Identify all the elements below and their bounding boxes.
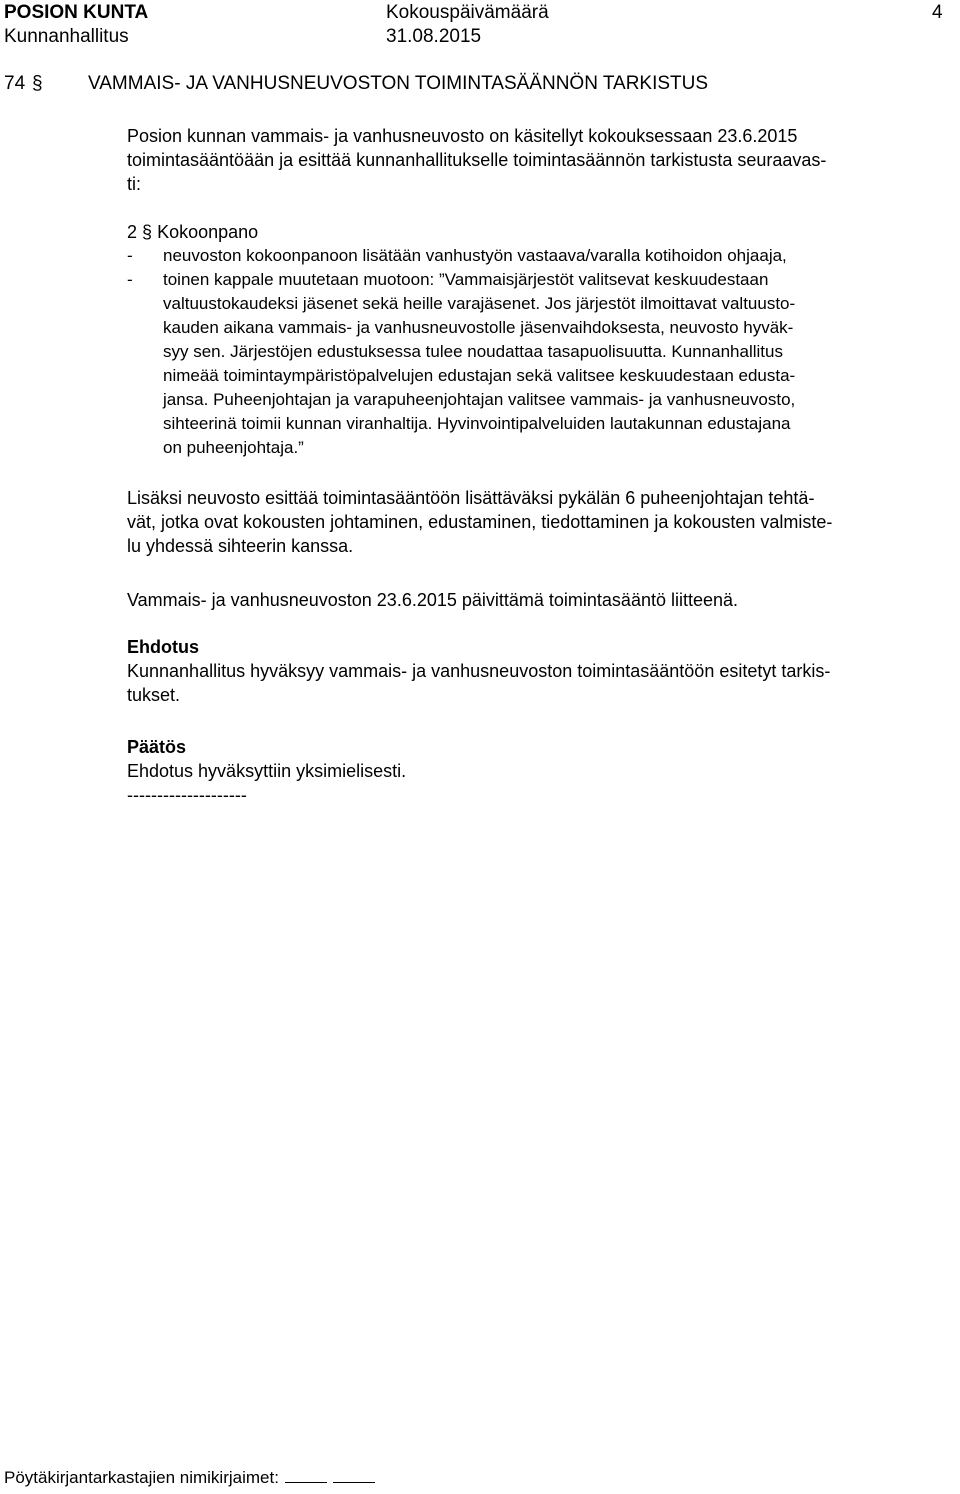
- list-item-line: sihteerinä toimii kunnan viranhaltija. Hyvinvointipalveluiden lautakunnan edustajana: [163, 414, 791, 433]
- list-item-line: syy sen. Järjestöjen edustuksessa tulee noudattaa tasapuolisuutta. Kunnanhallitus: [163, 342, 783, 361]
- proposal-block: [127, 635, 955, 707]
- list-item: [127, 268, 957, 460]
- list-item-line: toinen kappale muutetaan muotoon: ”Vammaisjärjestöt valitsevat keskuudestaan: [163, 270, 769, 289]
- signature-line: [333, 1466, 375, 1483]
- proposal-line: tukset.: [127, 685, 181, 705]
- list-item-line: nimeää toimintaympäristöpalvelujen edustajan sekä valitsee keskuudestaan edusta-: [163, 366, 796, 385]
- attachment-text: Vammais- ja vanhusneuvoston 23.6.2015 päivittämä toimintasääntö liitteenä.: [127, 590, 739, 610]
- section-sign: §: [32, 73, 43, 94]
- clause-number: 2: [127, 222, 138, 242]
- header-page-number: 4: [932, 2, 943, 23]
- clause-sign: §: [142, 222, 153, 242]
- header-meeting-date: 31.08.2015: [386, 26, 482, 47]
- intro-line: ti:: [127, 174, 142, 194]
- clause-heading: [127, 220, 258, 244]
- list-item-line: on puheenjohtaja.”: [163, 438, 304, 457]
- proposal-heading: Ehdotus: [127, 637, 199, 657]
- intro-paragraph: [127, 124, 955, 196]
- amendment-list: [127, 244, 957, 460]
- footer-initials: [4, 1466, 375, 1489]
- section-number: 74: [4, 73, 26, 94]
- intro-line: Posion kunnan vammais- ja vanhusneuvosto on käsitellyt kokouksessaan 23.6.2015: [127, 126, 798, 146]
- list-item-line: jansa. Puheenjohtajan ja varapuheenjohtajan valitsee vammais- ja vanhusneuvosto,: [163, 390, 796, 409]
- header-body: Kunnanhallitus: [4, 26, 129, 47]
- list-item-line: valtuustokaudeksi jäsenet sekä heille varajäsenet. Jos järjestöt ilmoittavat valtuusto-: [163, 294, 796, 313]
- proposal-line: Kunnanhallitus hyväksyy vammais- ja vanhusneuvoston toimintasääntöön esitetyt tarkis-: [127, 661, 831, 681]
- section-title-text: VAMMAIS- JA VANHUSNEUVOSTON TOIMINTASÄÄNNÖN TARKISTUS: [88, 73, 709, 94]
- attachment-paragraph: [127, 588, 955, 612]
- header-org: POSION KUNTA: [4, 2, 149, 23]
- decision-heading: Päätös: [127, 737, 187, 757]
- signature-line: [285, 1466, 327, 1483]
- list-item-text: neuvoston kokoonpanoon lisätään vanhustyön vastaava/varalla kotihoidon ohjaaja,: [163, 246, 787, 265]
- addition-line: vät, jotka ovat kokousten johtaminen, edustaminen, tiedottaminen ja kokousten valmiste-: [127, 512, 833, 532]
- list-item-text: [163, 268, 957, 460]
- addition-line: lu yhdessä sihteerin kanssa.: [127, 536, 354, 556]
- list-item: [127, 244, 957, 268]
- list-item-line: kauden aikana vammais- ja vanhusneuvostolle jäsenvaihdoksesta, neuvosto hyväk-: [163, 318, 794, 337]
- decision-block: [127, 735, 955, 807]
- header-meeting-date-label: Kokouspäivämäärä: [386, 2, 549, 23]
- list-dash: -: [127, 246, 133, 265]
- intro-line: toimintasääntöään ja esittää kunnanhallitukselle toimintasäännön tarkistusta seuraavas-: [127, 150, 827, 170]
- decision-separator: --------------------: [127, 785, 247, 805]
- addition-paragraph: [127, 486, 955, 558]
- addition-line: Lisäksi neuvosto esittää toimintasääntöön lisättäväksi pykälän 6 puheenjohtajan tehtä-: [127, 488, 815, 508]
- list-dash: -: [127, 270, 133, 289]
- section-title: [4, 72, 708, 96]
- clause-title: Kokoonpano: [157, 222, 259, 242]
- decision-text: Ehdotus hyväksyttiin yksimielisesti.: [127, 761, 407, 781]
- footer-label: Pöytäkirjantarkastajien nimikirjaimet:: [4, 1468, 279, 1487]
